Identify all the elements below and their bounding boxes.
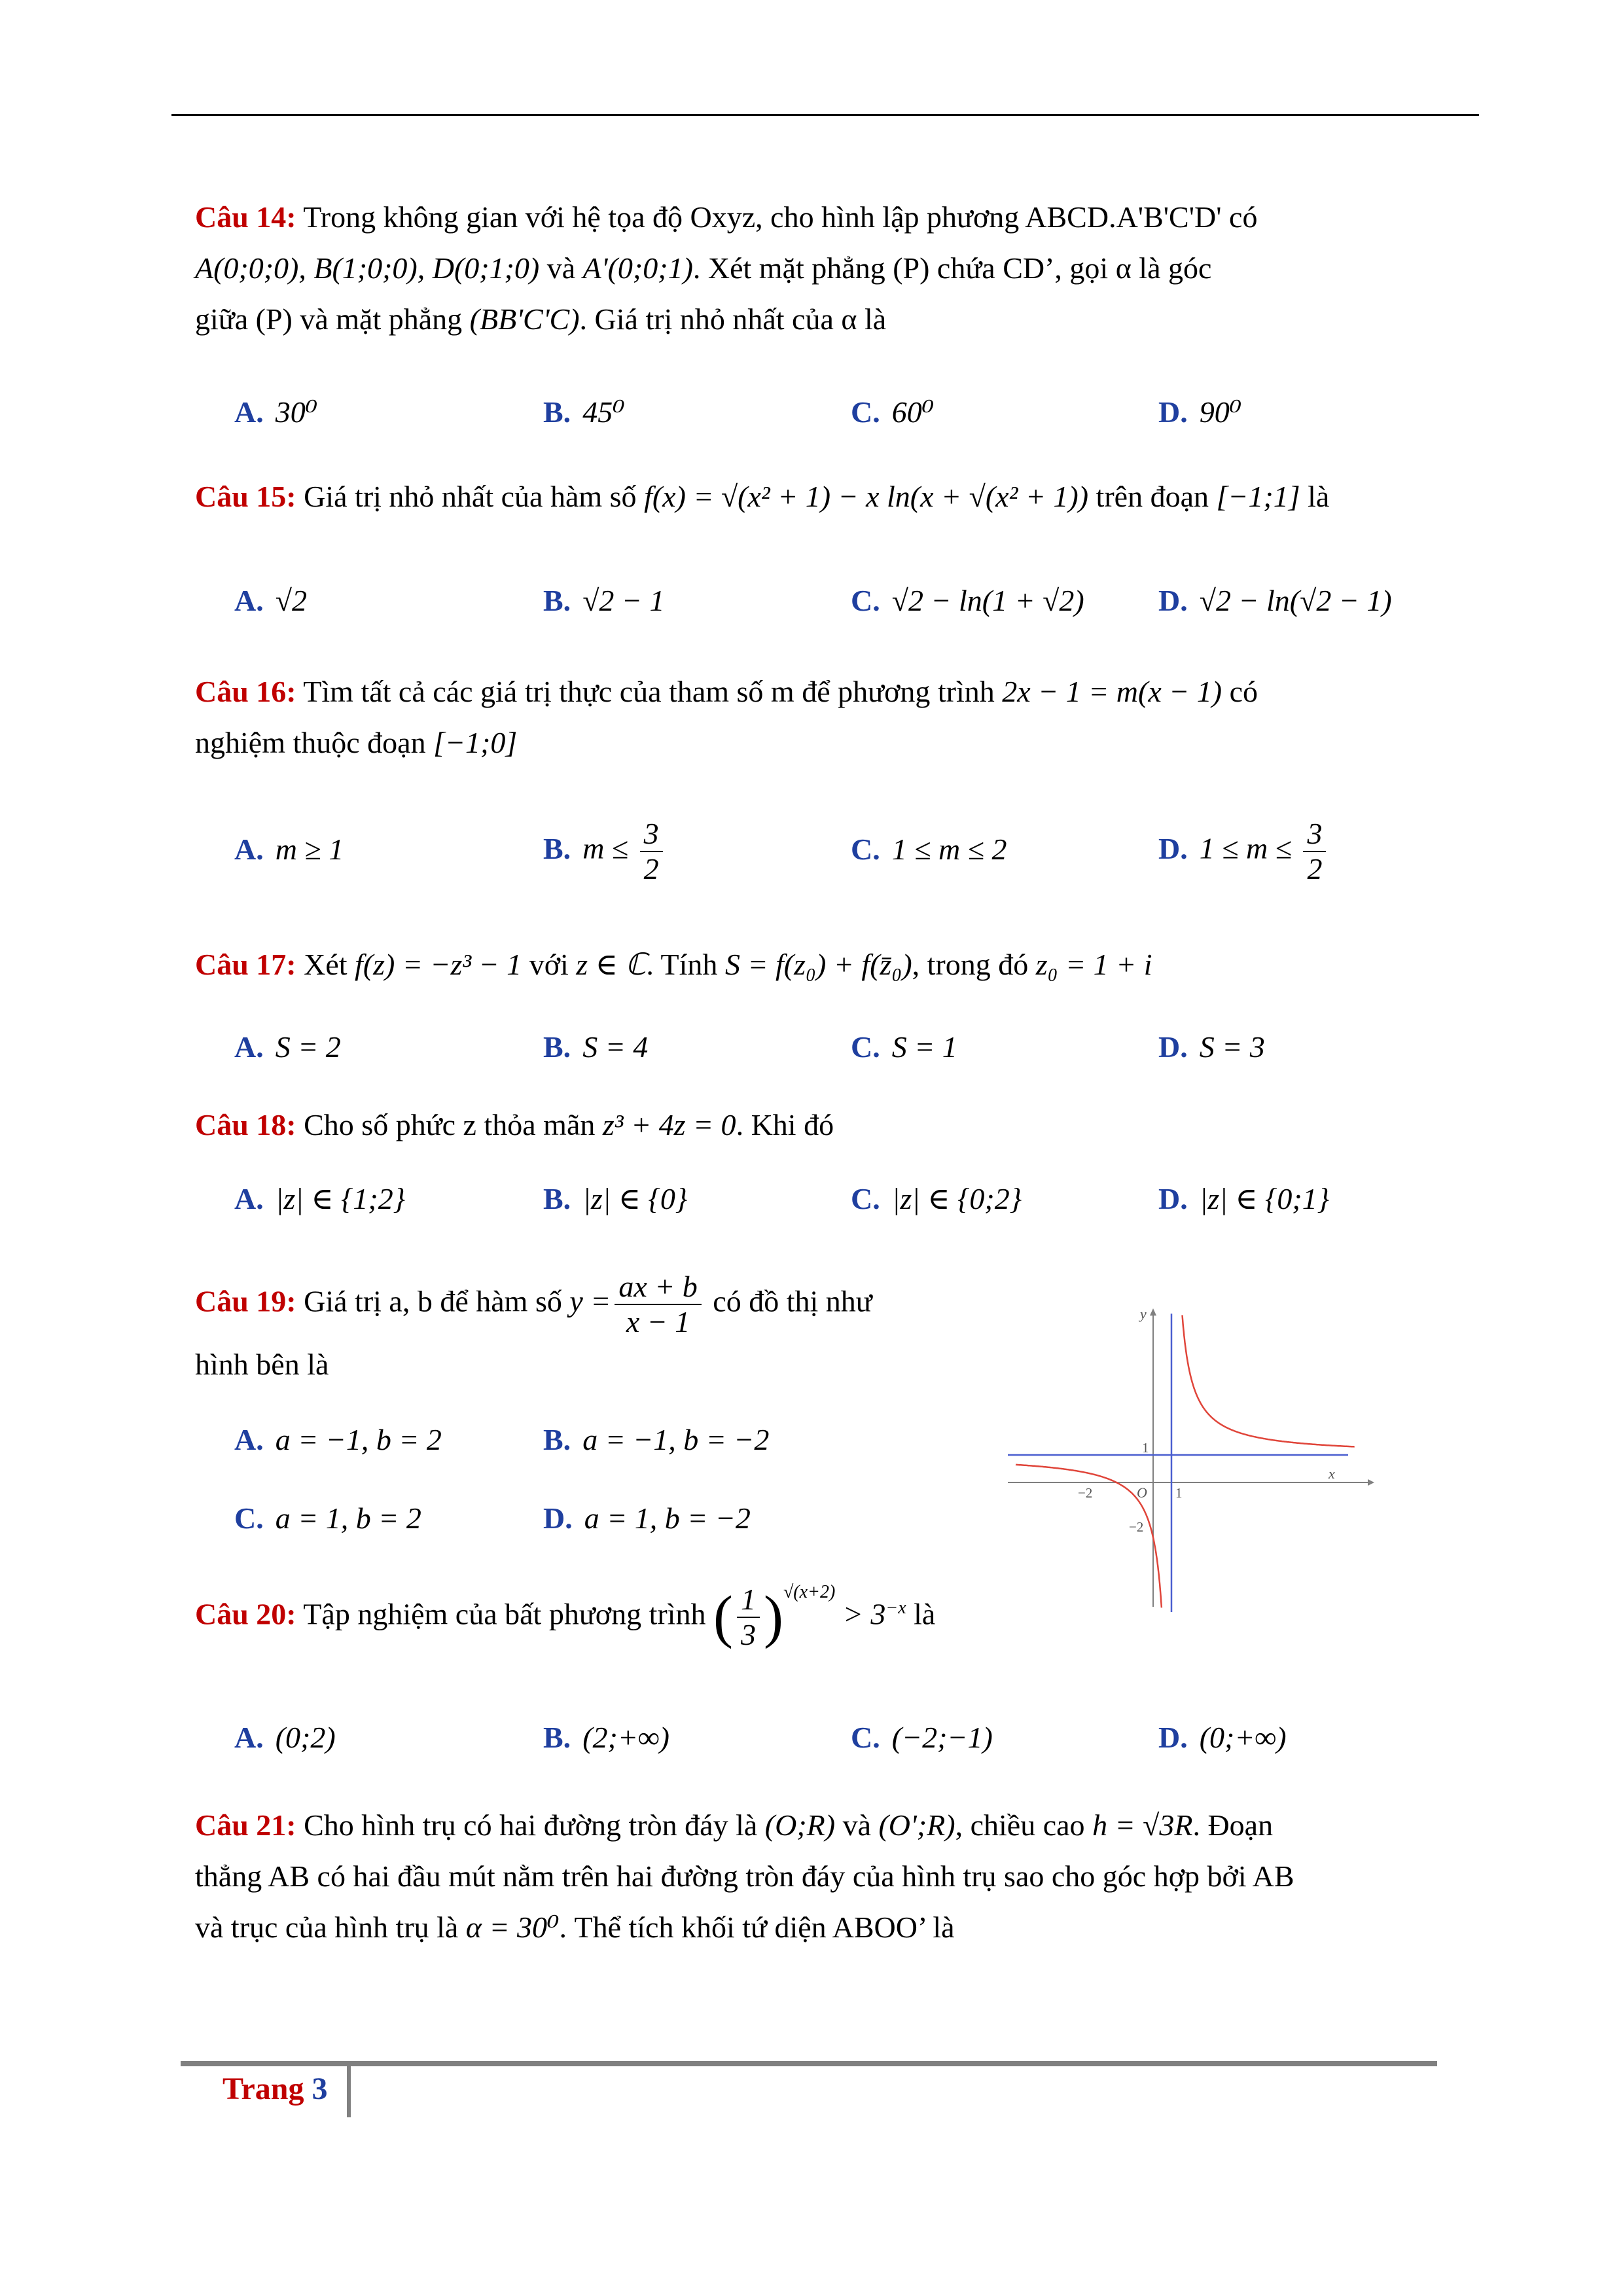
question-text: . Xét mặt phẳng (P) chứa CD’, gọi α là góc bbox=[692, 251, 1212, 285]
answer-option[interactable] bbox=[543, 1420, 769, 1460]
fraction bbox=[640, 817, 663, 886]
x-axis-label: x bbox=[1329, 1465, 1335, 1482]
question-text: là bbox=[1300, 480, 1330, 513]
answer-key: C. bbox=[851, 1030, 880, 1064]
question-16 bbox=[195, 666, 1421, 768]
question-text: giữa (P) và mặt phẳng bbox=[195, 302, 470, 336]
function-graph bbox=[1001, 1299, 1381, 1626]
answer-text: (−2;−1) bbox=[891, 1721, 993, 1754]
math-expression: [−1;1] bbox=[1216, 480, 1300, 513]
math-expression: α = 30⁰ bbox=[465, 1910, 560, 1944]
answer-text: √2 − ln(1 + √2) bbox=[891, 584, 1084, 617]
answer-key: B. bbox=[543, 1182, 571, 1215]
answer-option[interactable] bbox=[234, 1499, 421, 1538]
answer-text: a = −1, b = −2 bbox=[582, 1423, 770, 1456]
question-text: Tập nghiệm của bất phương trình bbox=[303, 1597, 713, 1631]
answer-option[interactable] bbox=[543, 1179, 687, 1219]
answer-option[interactable] bbox=[1158, 1179, 1329, 1219]
answer-option[interactable] bbox=[1158, 1028, 1265, 1067]
answer-key: D. bbox=[1158, 1030, 1188, 1064]
tick-label: 1 bbox=[1175, 1485, 1183, 1501]
question-text: với bbox=[522, 948, 577, 981]
answer-text: 1 ≤ m ≤ bbox=[1199, 831, 1300, 865]
origin-label: O bbox=[1137, 1484, 1147, 1501]
question-text: và bbox=[835, 1808, 879, 1842]
math-expression: A(0;0;0), B(1;0;0), D(0;1;0) bbox=[195, 251, 540, 285]
math-expression: h = √3R bbox=[1092, 1808, 1193, 1842]
question-21 bbox=[195, 1800, 1421, 1953]
question-text: Xét bbox=[304, 948, 355, 981]
question-text: , chiều cao bbox=[955, 1808, 1093, 1842]
answer-text: √2 − 1 bbox=[582, 584, 665, 617]
answer-key: D. bbox=[1158, 395, 1188, 429]
answer-option[interactable] bbox=[543, 581, 664, 620]
fraction bbox=[1303, 817, 1326, 886]
footer-separator bbox=[347, 2066, 351, 2117]
question-label: Câu 20: bbox=[195, 1597, 296, 1631]
question-text: là bbox=[906, 1597, 936, 1631]
question-text: và trục của hình trụ là bbox=[195, 1910, 466, 1944]
answer-text: a = 1, b = −2 bbox=[584, 1501, 751, 1535]
answer-option[interactable] bbox=[851, 1179, 1022, 1219]
answer-text: √2 − ln(√2 − 1) bbox=[1199, 584, 1392, 617]
answer-text: S = 1 bbox=[891, 1030, 957, 1064]
page-number: 3 bbox=[312, 2072, 328, 2106]
exponent: −x bbox=[885, 1598, 906, 1619]
tick-label: −2 bbox=[1078, 1485, 1093, 1501]
math-expression: A'(0;0;1) bbox=[582, 251, 693, 285]
math-expression: > 3 bbox=[842, 1597, 886, 1631]
fraction-denominator: 2 bbox=[1307, 852, 1323, 886]
answer-key: A. bbox=[234, 1182, 264, 1215]
question-text: . Khi đó bbox=[736, 1108, 834, 1141]
math-expression: (O';R) bbox=[878, 1808, 955, 1842]
question-text: Giá trị a, b để hàm số bbox=[304, 1284, 570, 1318]
answer-option[interactable] bbox=[1158, 393, 1241, 432]
y-axis-label: y bbox=[1140, 1306, 1147, 1322]
math-expression: S = f(z₀) + f(z̄₀) bbox=[724, 948, 912, 981]
graph-branch-right bbox=[1183, 1315, 1355, 1446]
y-axis-arrow bbox=[1150, 1308, 1156, 1316]
answer-text: S = 4 bbox=[582, 1030, 649, 1064]
answer-text: a = −1, b = 2 bbox=[275, 1423, 442, 1456]
answer-key: B. bbox=[543, 584, 571, 617]
answer-key: A. bbox=[234, 1423, 264, 1456]
answer-option[interactable] bbox=[851, 830, 1007, 869]
fraction-numerator: 3 bbox=[1303, 817, 1326, 852]
question-text: hình bên là bbox=[195, 1348, 329, 1381]
answer-text: √2 bbox=[275, 584, 307, 617]
answer-key: D. bbox=[1158, 584, 1188, 617]
answer-key: B. bbox=[543, 395, 571, 429]
answer-text: (0;+∞) bbox=[1199, 1721, 1287, 1754]
question-text: . Thể tích khối tứ diện ABOO’ là bbox=[559, 1910, 955, 1944]
answer-text: (2;+∞) bbox=[582, 1721, 669, 1754]
question-label: Câu 15: bbox=[195, 480, 296, 513]
answer-option[interactable] bbox=[543, 1499, 751, 1538]
question-text: có đồ thị như bbox=[705, 1284, 872, 1318]
answer-text: |z| ∈ {0;2} bbox=[891, 1182, 1022, 1215]
answer-key: A. bbox=[234, 395, 264, 429]
question-text: Giá trị nhỏ nhất của hàm số bbox=[304, 480, 645, 513]
fraction-denominator: 2 bbox=[643, 852, 659, 886]
answer-key: A. bbox=[234, 1030, 264, 1064]
answer-key: C. bbox=[851, 395, 880, 429]
question-label: Câu 14: bbox=[195, 200, 296, 234]
tick-label: −2 bbox=[1129, 1519, 1144, 1535]
answer-text: a = 1, b = 2 bbox=[275, 1501, 421, 1535]
answer-key: A. bbox=[234, 833, 264, 866]
fraction-numerator: ax + b bbox=[615, 1270, 701, 1305]
question-14 bbox=[195, 192, 1421, 345]
answer-option[interactable] bbox=[234, 1718, 336, 1757]
question-text: và bbox=[539, 251, 583, 285]
answer-option[interactable] bbox=[234, 830, 344, 869]
question-text: . Giá trị nhỏ nhất của α là bbox=[579, 302, 887, 336]
question-text: , trong đó bbox=[912, 948, 1036, 981]
answer-key: D. bbox=[1158, 831, 1188, 865]
answer-key: A. bbox=[234, 584, 264, 617]
answer-key: C. bbox=[851, 833, 880, 866]
answer-key: C. bbox=[851, 1182, 880, 1215]
answer-option[interactable] bbox=[543, 1718, 669, 1757]
answer-key: A. bbox=[234, 1721, 264, 1754]
question-text: có bbox=[1222, 675, 1258, 708]
question-label: Câu 16: bbox=[195, 675, 296, 708]
fraction-denominator: 3 bbox=[740, 1618, 756, 1651]
math-expression: z ∈ ℂ bbox=[576, 948, 647, 981]
answer-option[interactable] bbox=[543, 817, 667, 886]
answer-text: S = 2 bbox=[275, 1030, 341, 1064]
question-text: Cho số phức z thỏa mãn bbox=[304, 1108, 603, 1141]
answer-key: B. bbox=[543, 1423, 571, 1456]
x-axis-arrow bbox=[1368, 1479, 1374, 1486]
question-text: thẳng AB có hai đầu mút nằm trên hai đường tròn đáy của hình trụ sao cho góc hợp bởi AB bbox=[195, 1859, 1294, 1893]
header-rule bbox=[171, 114, 1479, 116]
answer-option[interactable] bbox=[234, 581, 307, 620]
math-expression: z₀ = 1 + i bbox=[1035, 948, 1152, 981]
answer-key: B. bbox=[543, 1721, 571, 1754]
question-text: trên đoạn bbox=[1088, 480, 1217, 513]
page-label: Trang bbox=[223, 2072, 304, 2106]
fraction bbox=[615, 1270, 701, 1339]
answer-key: C. bbox=[851, 584, 880, 617]
answer-key: B. bbox=[543, 1030, 571, 1064]
answer-option[interactable] bbox=[234, 393, 317, 432]
math-expression: z³ + 4z = 0 bbox=[602, 1108, 736, 1141]
answer-key: B. bbox=[543, 831, 571, 865]
question-text: . Đoạn bbox=[1192, 1808, 1274, 1842]
fraction-numerator: 3 bbox=[640, 817, 663, 852]
math-expression: f(x) = √(x² + 1) − x ln(x + √(x² + 1)) bbox=[644, 480, 1089, 513]
exponent: √(x+2) bbox=[783, 1582, 836, 1603]
answer-text: 30⁰ bbox=[275, 395, 318, 429]
answer-option[interactable] bbox=[543, 1028, 648, 1067]
question-label: Câu 18: bbox=[195, 1108, 296, 1141]
question-text: Trong không gian với hệ tọa độ Oxyz, cho hình lập phương ABCD.A'B'C'D' có bbox=[303, 200, 1258, 234]
answer-option[interactable] bbox=[1158, 817, 1330, 886]
question-text: Cho hình trụ có hai đường tròn đáy là bbox=[304, 1808, 765, 1842]
math-expression: y = bbox=[569, 1284, 611, 1318]
answer-text: |z| ∈ {0} bbox=[582, 1182, 688, 1215]
question-text: . Tính bbox=[646, 948, 725, 981]
answer-key: C. bbox=[234, 1501, 264, 1535]
answer-option[interactable] bbox=[234, 1420, 442, 1460]
footer-rule bbox=[181, 2061, 1437, 2066]
answer-option[interactable] bbox=[1158, 581, 1392, 620]
answer-option[interactable] bbox=[851, 1718, 993, 1757]
answer-text: 45⁰ bbox=[582, 395, 625, 429]
answer-text: (0;2) bbox=[275, 1721, 336, 1754]
answer-key: C. bbox=[851, 1721, 880, 1754]
math-expression: (O;R) bbox=[764, 1808, 836, 1842]
math-expression: 2x − 1 = m(x − 1) bbox=[1002, 675, 1222, 708]
question-text: nghiệm thuộc đoạn bbox=[195, 726, 434, 759]
answer-text: m ≤ bbox=[582, 831, 636, 865]
tick-label: 1 bbox=[1142, 1440, 1149, 1456]
question-label: Câu 19: bbox=[195, 1284, 296, 1318]
math-expression: [−1;0] bbox=[433, 726, 518, 759]
math-expression: f(z) = −z³ − 1 bbox=[355, 948, 522, 981]
answer-option[interactable] bbox=[234, 1179, 405, 1219]
answer-key: D. bbox=[1158, 1721, 1188, 1754]
question-label: Câu 17: bbox=[195, 948, 296, 981]
answer-option[interactable] bbox=[543, 393, 625, 432]
fraction-denominator: x − 1 bbox=[626, 1305, 690, 1338]
answer-text: 90⁰ bbox=[1199, 395, 1242, 429]
fraction bbox=[737, 1583, 760, 1652]
answer-key: D. bbox=[543, 1501, 573, 1535]
answer-option[interactable] bbox=[1158, 1718, 1287, 1757]
question-20: Câu 20: Tập nghiệm của bất phương trình ( $\frac{1}{3}$ )$^{√(x+2)} > 3^{-x}$ là bbox=[195, 1582, 936, 1651]
answer-text: S = 3 bbox=[1199, 1030, 1265, 1064]
answer-text: m ≥ 1 bbox=[275, 833, 344, 866]
answer-option[interactable] bbox=[851, 393, 934, 432]
answer-option[interactable] bbox=[851, 581, 1084, 620]
question-17 bbox=[195, 939, 1421, 990]
answer-text: |z| ∈ {1;2} bbox=[275, 1182, 406, 1215]
question-label: Câu 21: bbox=[195, 1808, 296, 1842]
question-15 bbox=[195, 471, 1421, 522]
answer-option[interactable] bbox=[234, 1028, 341, 1067]
question-18 bbox=[195, 1100, 1421, 1151]
answer-text: 1 ≤ m ≤ 2 bbox=[891, 833, 1007, 866]
answer-text: 60⁰ bbox=[891, 395, 935, 429]
question-19 bbox=[195, 1270, 987, 1390]
answer-option[interactable] bbox=[851, 1028, 957, 1067]
question-text: Tìm tất cả các giá trị thực của tham số m để phương trình bbox=[303, 675, 1003, 708]
answer-text: |z| ∈ {0;1} bbox=[1199, 1182, 1330, 1215]
fraction-numerator: 1 bbox=[737, 1583, 760, 1618]
math-expression: (BB'C'C) bbox=[469, 302, 580, 336]
page-footer bbox=[223, 2070, 327, 2109]
answer-key: D. bbox=[1158, 1182, 1188, 1215]
